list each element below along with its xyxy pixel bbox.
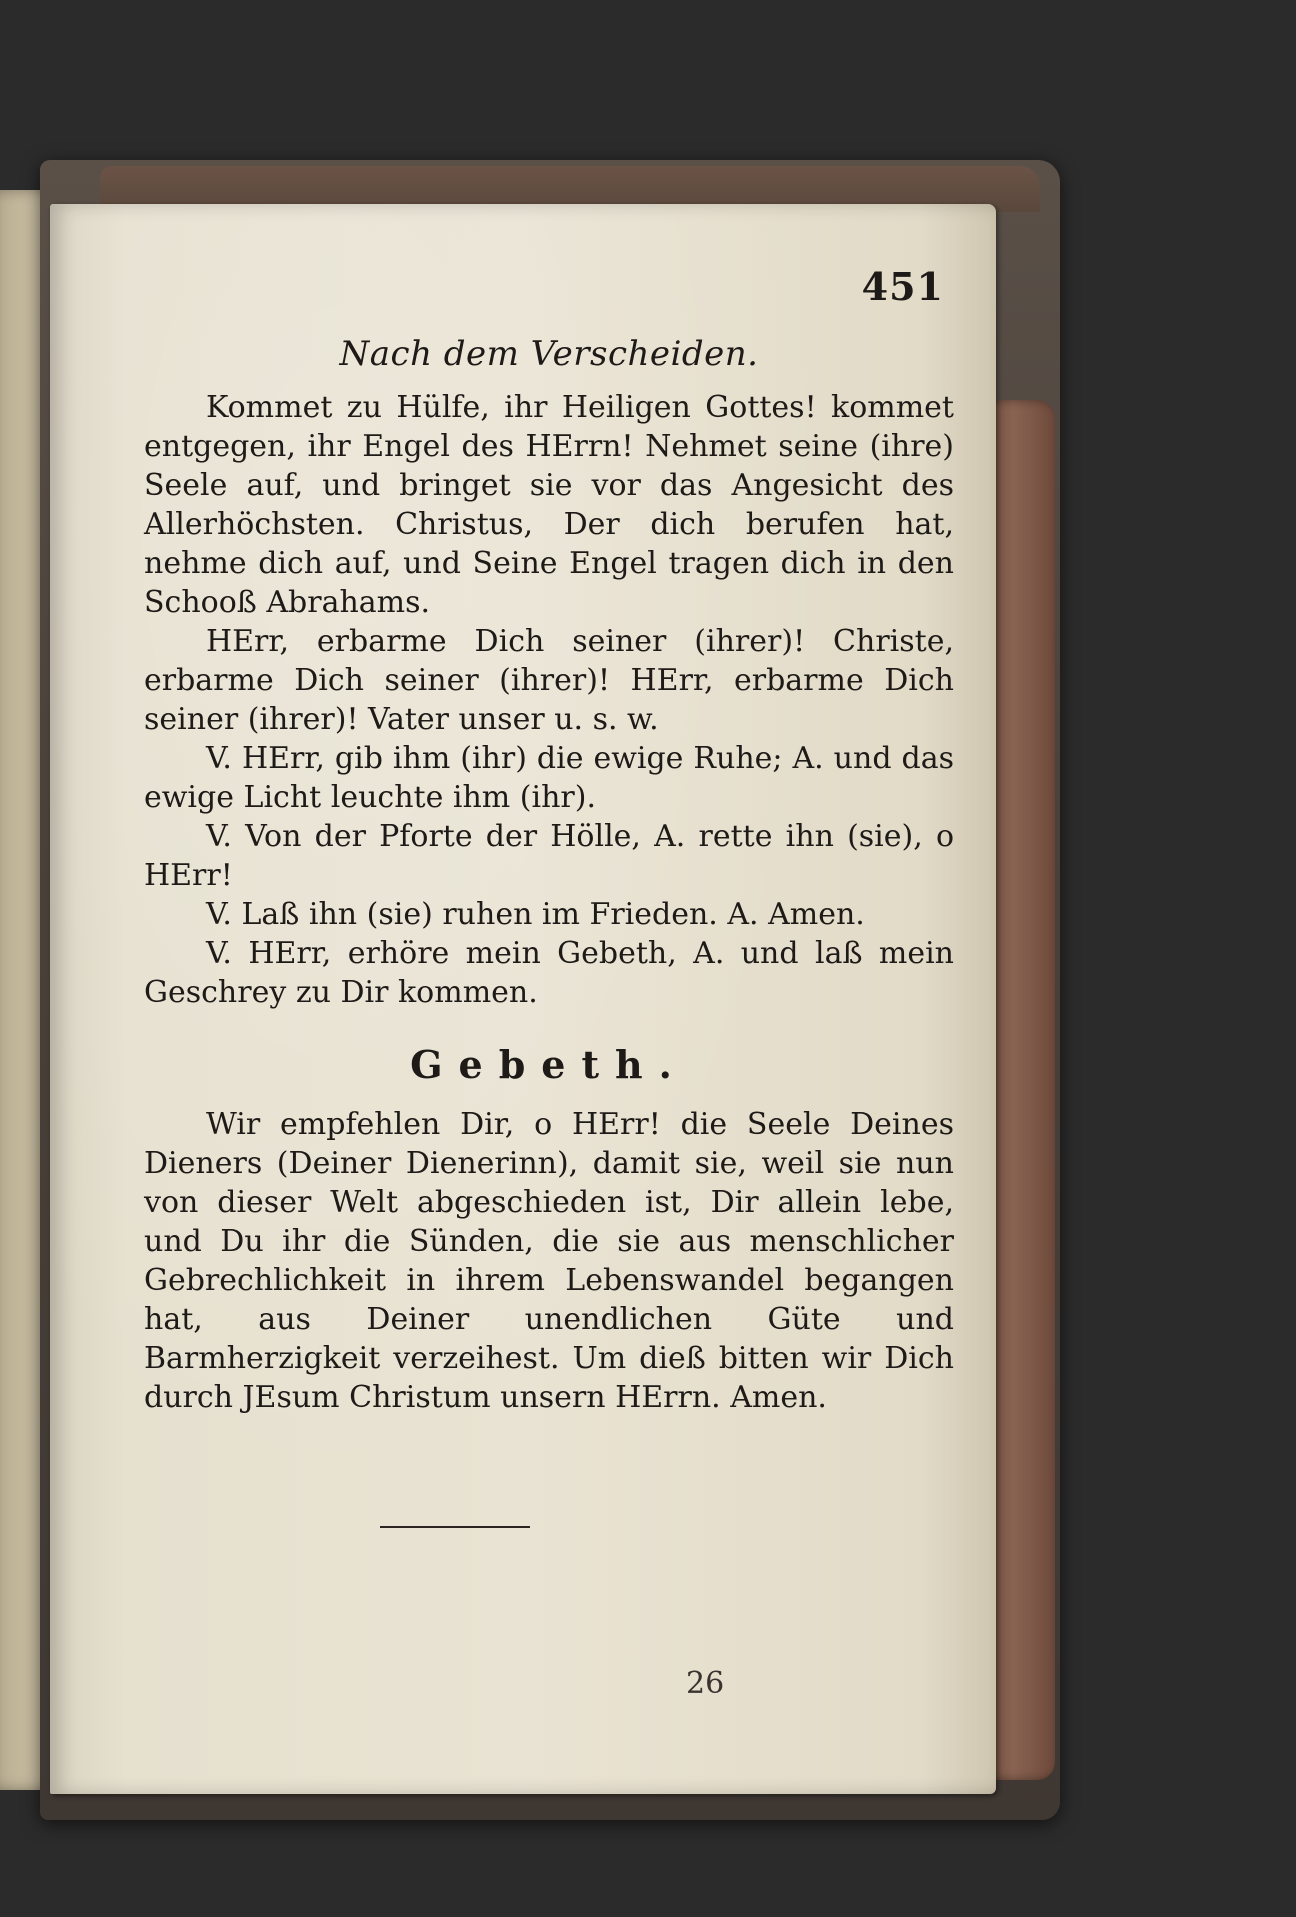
paragraph: HErr, erbarme Dich seiner (ihrer)! Christe, erbarme Dich seiner (ihrer)! HErr, erbarme Dich seiner (ihrer)! Vater unser u. s. w. (144, 624, 954, 737)
book-page (50, 204, 996, 1794)
paragraph: V. HErr, erhöre mein Gebeth, A. und laß mein Geschrey zu Dir kommen. (144, 936, 954, 1010)
paragraph: V. HErr, gib ihm (ihr) die ewige Ruhe; A. und das ewige Licht leuchte ihm (ihr). (144, 741, 954, 815)
page-number: 451 (861, 264, 944, 309)
paragraph: V. Von der Pforte der Hölle, A. rette ihn (sie), o HErr! (144, 819, 954, 893)
paragraph: V. Laß ihn (sie) ruhen im Frieden. A. Amen. (206, 897, 865, 932)
signature-mark: 26 (686, 1666, 725, 1701)
closing-rule (380, 1526, 530, 1528)
paragraph: Kommet zu Hülfe, ihr Heiligen Gottes! kommet entgegen, ihr Engel des HErrn! Nehmet seine (ihre) Seele auf, und bringet sie vor das Angesicht des Allerhöchsten. Christus, Der dich berufen hat, nehme dich auf, und Seine Engel tragen dich in den Schooß Abrahams. (144, 390, 954, 620)
page-content (144, 264, 954, 1417)
prayer-title: Gebeth. (410, 1042, 688, 1087)
prayer-text: Wir empfehlen Dir, o HErr! die Seele Deines Dieners (Deiner Dienerinn), damit sie, weil sie nun von dieser Welt abgeschieden ist, Dir allein lebe, und Du ihr die Sünden, die sie aus menschlicher Gebrechlichkeit in ihrem Lebenswandel begangen hat, aus Deiner unendlichen Güte und Barmherzigkeit verzeihest. Um dieß bitten wir Dich durch JEsum Christum unsern HErrn. Amen. (144, 1107, 954, 1415)
section-heading: Nach dem Verscheiden. (339, 334, 759, 374)
